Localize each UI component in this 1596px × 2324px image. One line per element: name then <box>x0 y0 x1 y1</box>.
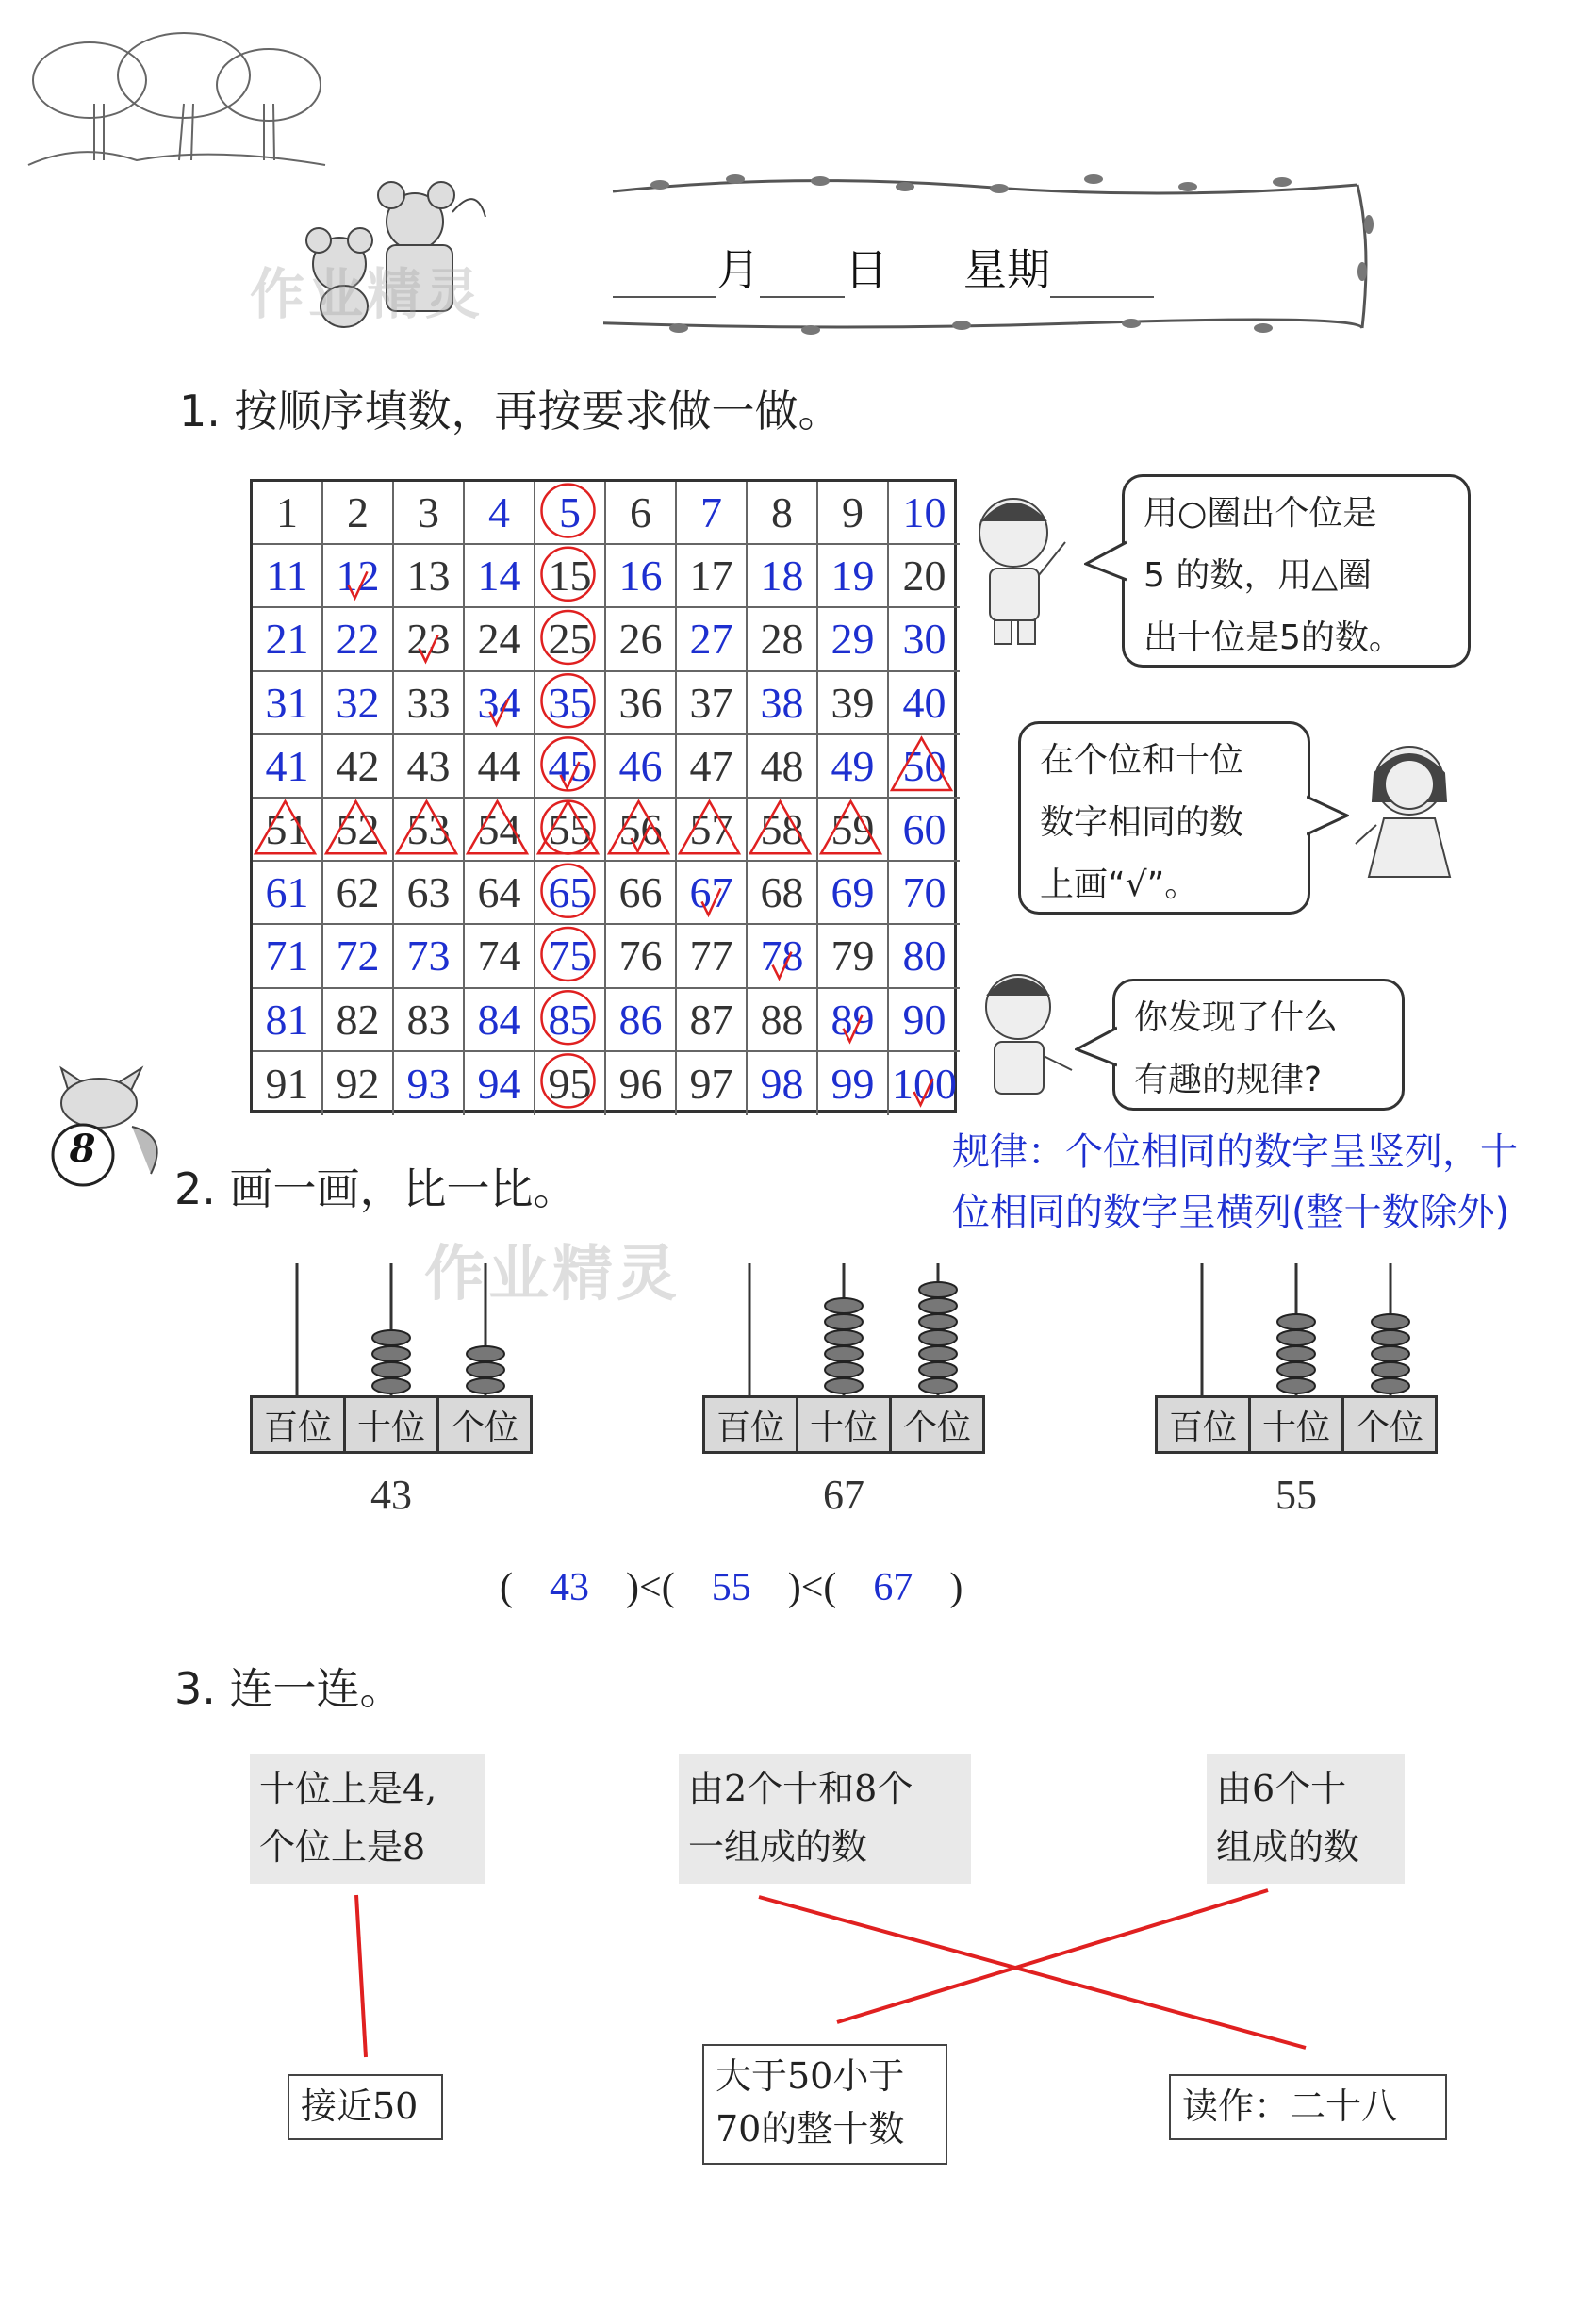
place-label: 百位 <box>705 1398 798 1451</box>
box-line: 大于50小于 <box>716 2055 905 2097</box>
rule-line: 规律：个位相同的数字呈竖列，十 <box>952 1130 1518 1174</box>
grid-cell: 34 <box>465 672 535 735</box>
grid-cell: 70 <box>889 862 960 925</box>
grid-cell: 16 <box>606 545 677 608</box>
grid-cell: 29 <box>818 608 889 671</box>
place-label: 十位 <box>346 1398 439 1451</box>
grid-cell: 7 <box>677 482 748 545</box>
less-than: < <box>639 1566 662 1609</box>
grid-cell: 46 <box>606 735 677 799</box>
grid-cell: 62 <box>323 862 394 925</box>
grid-cell: 78 <box>748 925 818 988</box>
grid-cell: 95 <box>535 1052 606 1115</box>
grid-cell: 59 <box>818 799 889 862</box>
grid-cell: 98 <box>748 1052 818 1115</box>
bubble2-line: 在个位和十位 <box>1040 741 1244 780</box>
paren-close: ) <box>949 1566 963 1609</box>
day-label: 日 <box>845 244 888 295</box>
grid-cell: 5 <box>535 482 606 545</box>
grid-cell: 44 <box>465 735 535 799</box>
grid-cell: 45 <box>535 735 606 799</box>
card-line: 十位上是4, <box>259 1768 437 1809</box>
grid-cell: 60 <box>889 799 960 862</box>
compare-answer-3[interactable]: 67 <box>873 1566 913 1609</box>
grid-cell: 73 <box>394 925 465 988</box>
grid-cell: 88 <box>748 989 818 1052</box>
box-line: 读作：二十八 <box>1182 2085 1398 2127</box>
grid-cell: 97 <box>677 1052 748 1115</box>
grid-cell: 94 <box>465 1052 535 1115</box>
paren-open: ( <box>823 1566 837 1609</box>
grid-cell: 51 <box>253 799 323 862</box>
grid-cell: 75 <box>535 925 606 988</box>
grid-cell: 83 <box>394 989 465 1052</box>
grid-cell: 2 <box>323 482 394 545</box>
grid-cell: 24 <box>465 608 535 671</box>
bubble3-line: 你发现了什么 <box>1134 998 1339 1037</box>
grid-cell: 6 <box>606 482 677 545</box>
grid-cell: 80 <box>889 925 960 988</box>
grid-cell: 77 <box>677 925 748 988</box>
q3-title: 3. 连一连。 <box>174 1663 403 1714</box>
grid-cell: 30 <box>889 608 960 671</box>
grid-cell: 9 <box>818 482 889 545</box>
place-label: 个位 <box>450 1408 518 1447</box>
paren-close: ) <box>787 1566 801 1609</box>
watermark: 作业精灵 <box>424 1240 681 1310</box>
grid-cell: 33 <box>394 672 465 735</box>
grid-cell: 48 <box>748 735 818 799</box>
grid-cell: 68 <box>748 862 818 925</box>
month-label: 月 <box>716 244 760 295</box>
grid-cell: 93 <box>394 1052 465 1115</box>
grid-cell: 21 <box>253 608 323 671</box>
match-line-3 <box>837 1890 1268 2022</box>
q1-title: 1. 按顺序填数，再按要求做一做。 <box>179 386 842 437</box>
grid-cell: 4 <box>465 482 535 545</box>
place-label: 个位 <box>1355 1408 1423 1447</box>
grid-cell: 65 <box>535 862 606 925</box>
paren-open: ( <box>661 1566 675 1609</box>
card-line: 一组成的数 <box>688 1826 868 1868</box>
place-label: 个位 <box>902 1408 971 1447</box>
card-line: 由2个十和8个 <box>688 1768 913 1809</box>
rule-line: 位相同的数字呈横列(整十数除外) <box>952 1191 1510 1234</box>
grid-cell: 10 <box>889 482 960 545</box>
grid-cell: 42 <box>323 735 394 799</box>
grid-cell: 53 <box>394 799 465 862</box>
grid-cell: 72 <box>323 925 394 988</box>
grid-cell: 99 <box>818 1052 889 1115</box>
grid-cell: 3 <box>394 482 465 545</box>
grid-cell: 87 <box>677 989 748 1052</box>
abacus-value: 67 <box>823 1472 864 1518</box>
grid-cell: 43 <box>394 735 465 799</box>
grid-cell: 79 <box>818 925 889 988</box>
grid-cell: 8 <box>748 482 818 545</box>
grid-cell: 20 <box>889 545 960 608</box>
abacus-value: 55 <box>1275 1472 1317 1518</box>
grid-cell: 100 <box>892 1059 957 1108</box>
grid-cell: 17 <box>677 545 748 608</box>
card-line: 由6个十 <box>1216 1768 1347 1809</box>
bubble1-line: 5 的数，用△圈 <box>1144 556 1373 595</box>
watermark: 作业精灵 <box>250 262 485 326</box>
q2-title: 2. 画一画，比一比。 <box>174 1163 577 1214</box>
grid-cell: 32 <box>323 672 394 735</box>
bubble3-line: 有趣的规律? <box>1134 1061 1323 1099</box>
grid-cell: 35 <box>535 672 606 735</box>
card-line: 组成的数 <box>1216 1826 1360 1868</box>
grid-cell: 54 <box>465 799 535 862</box>
grid-cell: 28 <box>748 608 818 671</box>
grid-cell: 96 <box>606 1052 677 1115</box>
grid-cell: 31 <box>253 672 323 735</box>
grid-cell: 81 <box>253 989 323 1052</box>
grid-cell: 23 <box>394 608 465 671</box>
grid-cell: 69 <box>818 862 889 925</box>
grid-cell: 56 <box>606 799 677 862</box>
grid-cell: 14 <box>465 545 535 608</box>
grid-cell: 49 <box>818 735 889 799</box>
bubble1-line: 用○圈出个位是 <box>1144 494 1377 533</box>
grid-cell: 25 <box>535 608 606 671</box>
grid-cell: 74 <box>465 925 535 988</box>
card-line: 个位上是8 <box>259 1826 426 1868</box>
grid-cell: 66 <box>606 862 677 925</box>
match-line-1 <box>356 1895 366 2057</box>
page-number: 8 <box>69 1127 96 1171</box>
bubble2-line: 数字相同的数 <box>1040 803 1244 842</box>
grid-cell: 37 <box>677 672 748 735</box>
compare-answer-1[interactable]: 43 <box>550 1566 589 1609</box>
grid-cell: 52 <box>323 799 394 862</box>
grid-cell: 91 <box>253 1052 323 1115</box>
grid-cell: 38 <box>748 672 818 735</box>
weekday-label: 星期 <box>963 244 1050 295</box>
abacus-value: 43 <box>370 1472 412 1518</box>
match-line-2 <box>759 1897 1306 2048</box>
place-label: 百位 <box>1158 1398 1251 1451</box>
grid-cell: 92 <box>323 1052 394 1115</box>
grid-cell: 41 <box>253 735 323 799</box>
bubble2-line: 上画“√”。 <box>1040 865 1199 904</box>
grid-cell: 85 <box>535 989 606 1052</box>
grid-cell: 27 <box>677 608 748 671</box>
compare-answer-2[interactable]: 55 <box>711 1566 751 1609</box>
bubble1-line: 出十位是5的数。 <box>1144 618 1403 657</box>
place-label: 十位 <box>798 1398 892 1451</box>
grid-cell: 36 <box>606 672 677 735</box>
grid-cell: 89 <box>818 989 889 1052</box>
grid-cell: 55 <box>535 799 606 862</box>
grid-cell: 84 <box>465 989 535 1052</box>
grid-cell: 19 <box>818 545 889 608</box>
grid-cell: 22 <box>323 608 394 671</box>
grid-cell: 15 <box>535 545 606 608</box>
grid-cell: 12 <box>323 545 394 608</box>
place-label: 百位 <box>253 1398 346 1451</box>
grid-cell: 1 <box>253 482 323 545</box>
grid-cell: 26 <box>606 608 677 671</box>
grid-cell: 63 <box>394 862 465 925</box>
box-line: 70的整十数 <box>716 2108 905 2150</box>
less-than: < <box>800 1566 824 1609</box>
paren-open: ( <box>500 1566 513 1609</box>
box-line: 接近50 <box>301 2085 419 2127</box>
grid-cell: 86 <box>606 989 677 1052</box>
grid-cell: 11 <box>253 545 323 608</box>
grid-cell: 76 <box>606 925 677 988</box>
grid-cell: 39 <box>818 672 889 735</box>
grid-cell: 82 <box>323 989 394 1052</box>
grid-cell: 13 <box>394 545 465 608</box>
grid-cell: 64 <box>465 862 535 925</box>
grid-cell: 58 <box>748 799 818 862</box>
grid-cell: 90 <box>889 989 960 1052</box>
grid-cell: 71 <box>253 925 323 988</box>
grid-cell: 47 <box>677 735 748 799</box>
grid-cell: 67 <box>677 862 748 925</box>
grid-cell: 61 <box>253 862 323 925</box>
grid-cell: 40 <box>889 672 960 735</box>
place-label: 十位 <box>1251 1398 1344 1451</box>
paren-close: ) <box>626 1566 639 1609</box>
grid-cell: 50 <box>889 735 960 799</box>
grid-cell: 18 <box>748 545 818 608</box>
grid-cell: 57 <box>677 799 748 862</box>
